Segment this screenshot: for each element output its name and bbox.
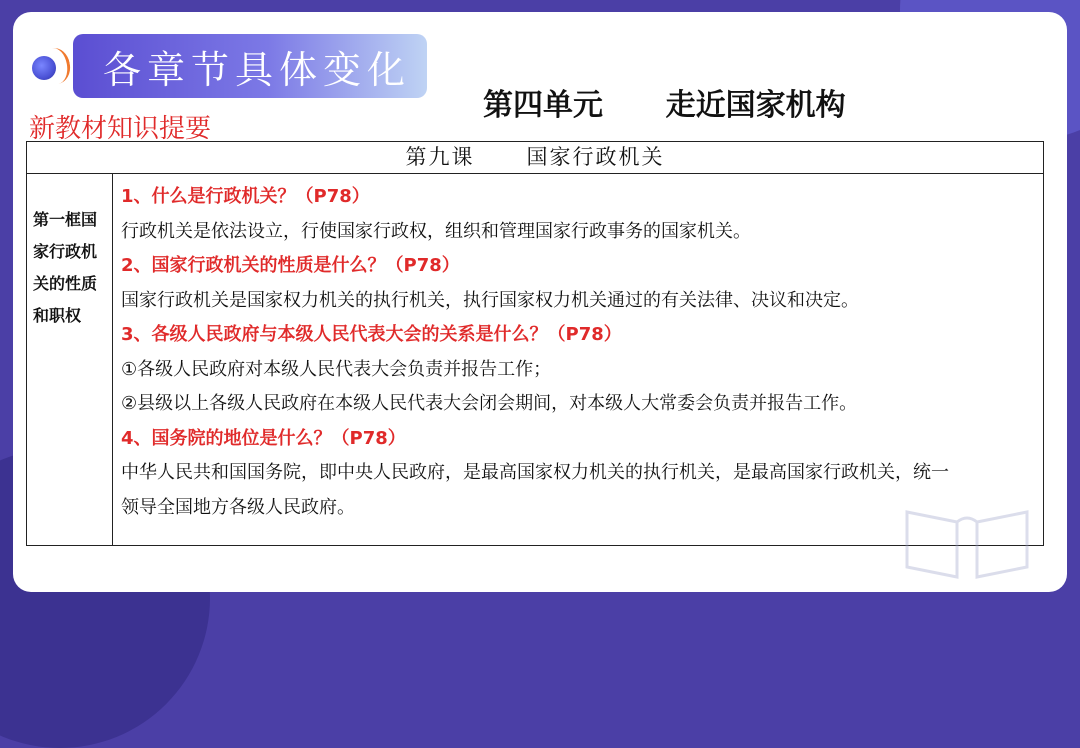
section-label: 第一框国家行政机关的性质和职权: [27, 174, 113, 545]
question-line: 1、什么是行政机关？（P78）: [121, 186, 370, 207]
unit-title: 第四单元 走近国家机构: [483, 88, 846, 123]
answer-line: 行政机关是依法设立，行使国家行政权，组织和管理国家行政事务的国家机关。: [121, 220, 751, 242]
question-line: 4、国务院的地位是什么？（P78）: [121, 427, 406, 449]
logo-arc-decoration: [38, 46, 73, 86]
slide: [13, 12, 1067, 592]
question-line: 2、国家行政机关的性质是什么？（P78）: [121, 255, 460, 276]
table-body: [27, 174, 1043, 545]
answer-line: ①各级人民政府对本级人民代表大会负责并报告工作；: [121, 358, 552, 380]
qa-content: [121, 180, 1037, 525]
answer-line: 中华人民共和国国务院，即中央人民政府，是最高国家权力机关的执行机关，是最高国家行政机关，统一: [121, 462, 949, 483]
question-line: 3、各级人民政府与本级人民代表大会的关系是什么？（P78）: [121, 324, 622, 345]
answer-line: ②县级以上各级人民政府在本级人民代表大会闭会期间，对本级人大常委会负责并报告工作。: [121, 393, 858, 414]
knowledge-table: [26, 141, 1044, 546]
answer-line: 领导全国地方各级人民政府。: [121, 496, 355, 518]
open-book-icon: [897, 492, 1037, 582]
knowledge-summary-heading: 新教材知识提要: [29, 114, 212, 144]
answer-line: 国家行政机关是国家权力机关的执行机关，执行国家权力机关通过的有关法律、决议和决定。: [121, 289, 859, 311]
lesson-title: 第九课 国家行政机关: [27, 142, 1043, 174]
section-title: 各章节具体变化: [73, 34, 427, 98]
